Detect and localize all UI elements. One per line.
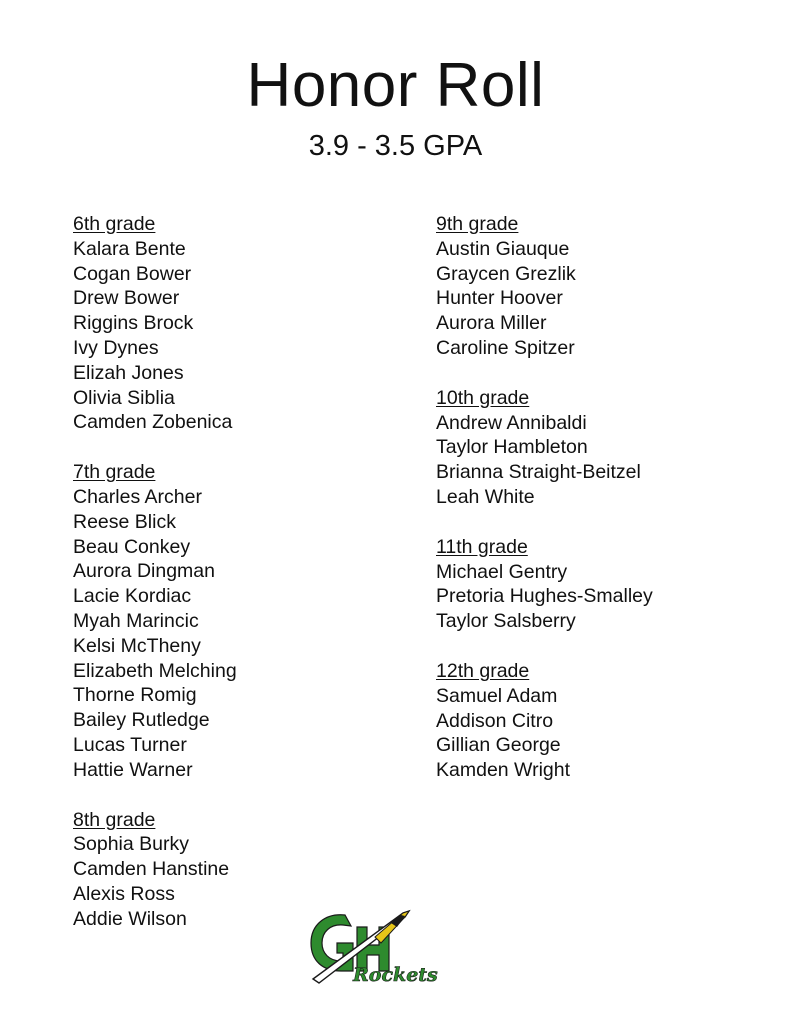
grade-heading: 11th grade (436, 535, 528, 558)
student-name: Charles Archer (73, 485, 202, 508)
student-name: Brianna Straight-Beitzel (436, 461, 641, 484)
student-name: Drew Bower (73, 287, 180, 310)
student-name: Riggins Brock (73, 312, 194, 335)
student-name: Kelsi McTheny (73, 634, 201, 657)
gpa-range: 3.9 - 3.5 GPA (308, 130, 483, 162)
grade-section (436, 659, 776, 783)
page-title: Honor Roll (246, 51, 545, 120)
student-name: Kalara Bente (73, 237, 186, 260)
grade-section (436, 535, 776, 634)
student-name: Beau Conkey (73, 535, 191, 558)
right-column (436, 212, 776, 808)
student-list (436, 237, 776, 361)
student-name: Reese Blick (73, 510, 176, 533)
student-list (436, 684, 776, 783)
rocket-logo-icon (305, 905, 443, 987)
student-name: Myah Marincic (73, 609, 199, 632)
grade-section (436, 386, 776, 510)
student-name: Elizah Jones (73, 361, 184, 384)
student-name: Taylor Salsberry (436, 610, 576, 633)
grade-section (73, 460, 413, 782)
student-name: Bailey Rutledge (73, 709, 210, 732)
student-name: Leah White (436, 485, 535, 508)
student-name: Caroline Spitzer (436, 336, 575, 359)
student-name: Lucas Turner (73, 733, 187, 756)
student-name: Gillian George (436, 734, 561, 757)
school-logo (305, 905, 443, 987)
student-name: Hattie Warner (73, 758, 193, 781)
student-list (436, 411, 776, 510)
grade-heading: 12th grade (436, 659, 530, 682)
student-name: Alexis Ross (73, 882, 175, 905)
student-name: Addison Citro (436, 709, 554, 732)
student-name: Taylor Hambleton (436, 436, 588, 459)
left-column (73, 212, 413, 957)
student-name: Aurora Miller (436, 312, 547, 335)
student-name: Hunter Hoover (436, 287, 563, 310)
student-name: Aurora Dingman (73, 560, 215, 583)
grade-section (73, 212, 413, 435)
student-name: Addie Wilson (73, 907, 187, 930)
student-list (73, 485, 413, 783)
student-name: Michael Gentry (436, 560, 568, 583)
grade-heading: 8th grade (73, 808, 156, 831)
logo-text: Rockets (353, 964, 438, 986)
student-name: Lacie Kordiac (73, 585, 192, 608)
grade-section (436, 212, 776, 361)
student-name: Olivia Siblia (73, 386, 175, 409)
student-list (436, 560, 776, 634)
student-name: Austin Giauque (436, 237, 570, 260)
student-name: Elizabeth Melching (73, 659, 237, 682)
grade-heading: 10th grade (436, 386, 530, 409)
student-name: Graycen Grezlik (436, 262, 576, 285)
student-name: Thorne Romig (73, 684, 197, 707)
student-name: Camden Zobenica (73, 411, 233, 434)
grade-heading: 6th grade (73, 213, 156, 235)
student-name: Kamden Wright (436, 759, 571, 782)
student-name: Ivy Dynes (73, 336, 159, 359)
student-name: Camden Hanstine (73, 858, 230, 881)
student-list (73, 237, 413, 435)
grade-heading: 9th grade (436, 213, 519, 235)
student-name: Samuel Adam (436, 684, 558, 707)
student-name: Cogan Bower (73, 262, 192, 285)
student-name: Sophia Burky (73, 833, 189, 856)
grade-heading: 7th grade (73, 461, 156, 484)
student-name: Andrew Annibaldi (436, 411, 587, 434)
student-name: Pretoria Hughes-Smalley (436, 585, 653, 608)
